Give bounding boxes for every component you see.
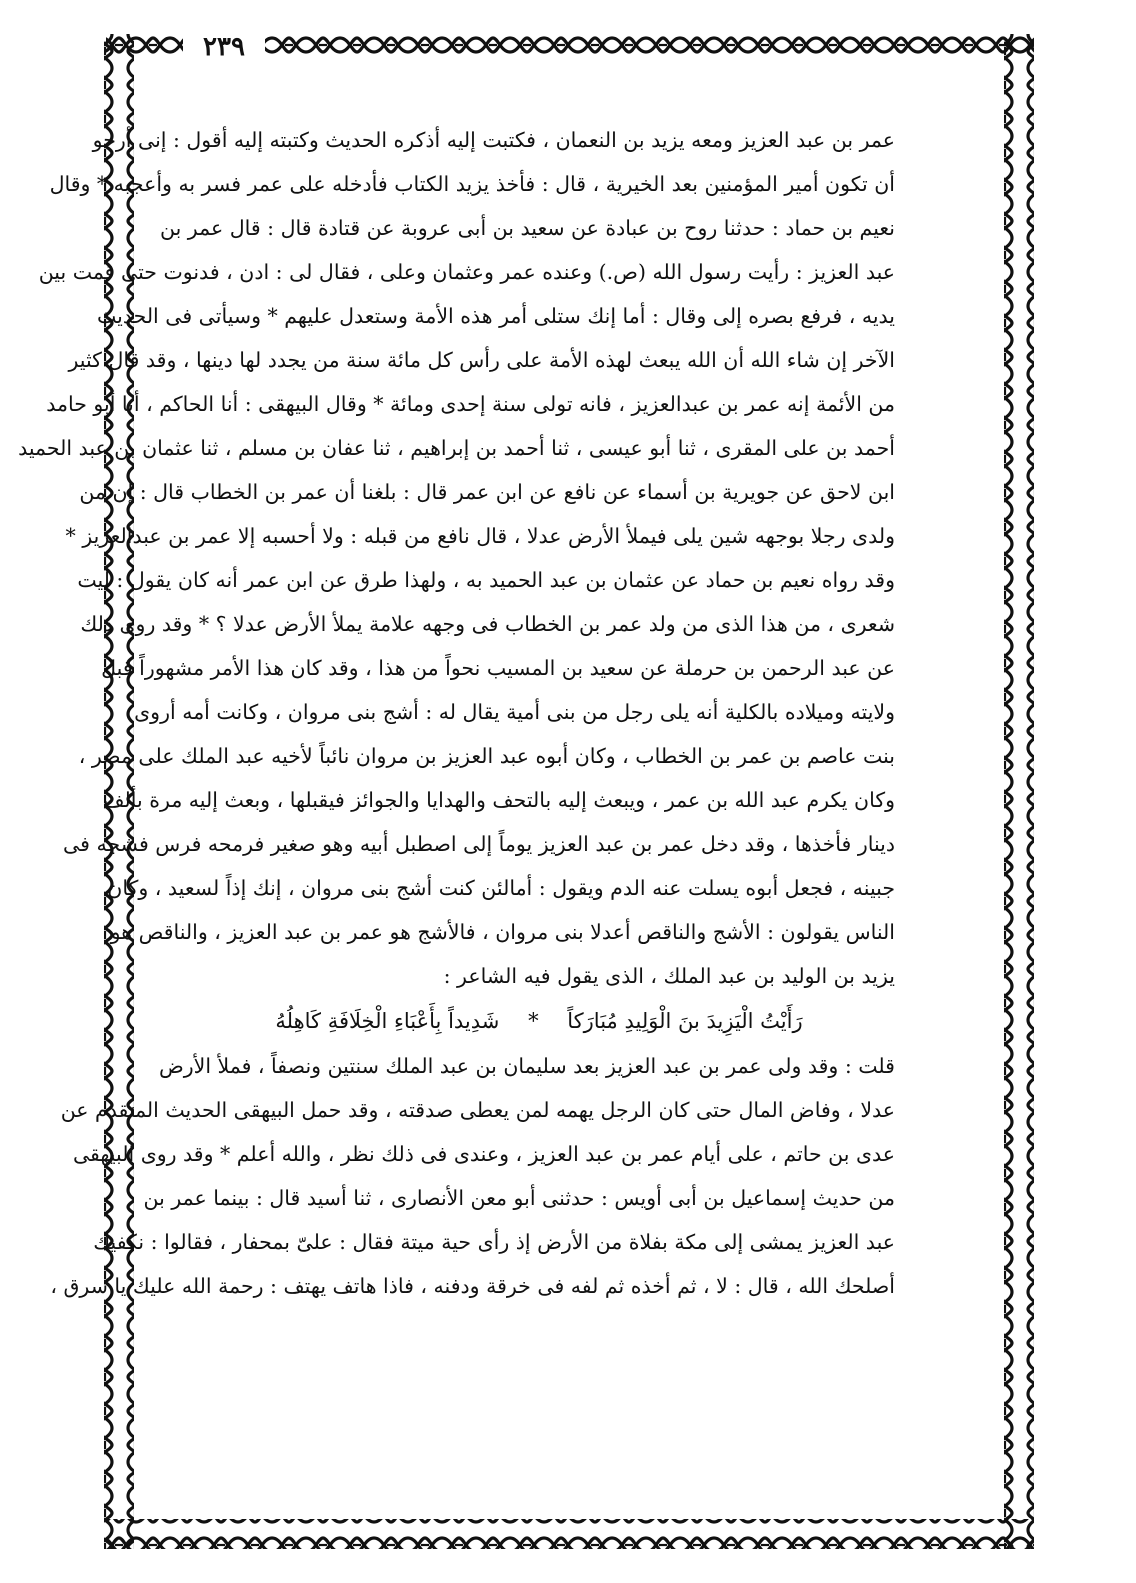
- text-line: من حديث إسماعيل بن أبى أويس : حدثنى أبو معن الأنصارى ، ثنا أسيد قال : بينما عمر بن: [143, 1186, 895, 1210]
- text-line: بنت عاصم بن عمر بن الخطاب ، وكان أبوه عبد العزيز بن مروان نائباً لأخيه عبد الملك على مصر ،: [78, 744, 895, 768]
- text-line: نعيم بن حماد : حدثنا روح بن عبادة عن سعيد بن أبى عروبة عن قتادة قال : قال عمر بن: [159, 216, 895, 240]
- text-line: عمر بن عبد العزيز ومعه يزيد بن النعمان ، فكتبت إليه أذكره الحديث وكتبته إليه أقول : إنى أرجو: [92, 128, 895, 152]
- text-line: أصلحك الله ، قال : لا ، ثم أخذه ثم لفه فى خرقة ودفنه ، فاذا هاتف يهتف : رحمة الله عليك يا سرق ،: [50, 1274, 895, 1298]
- text-line: من الأئمة إنه عمر بن عبدالعزيز ، فانه تولى سنة إحدى ومائة * وقال البيهقى : أنا الحاكم ، أنا أبو حامد: [46, 392, 895, 416]
- verse-separator: *: [528, 1009, 539, 1033]
- verse-second-hemistich: شَدِيداً بِأَعْبَاءِ الْخِلَافَةِ كَاهِلُهُ: [275, 1009, 500, 1033]
- text-line: عبد العزيز : رأيت رسول الله (ص.) وعنده عمر وعثمان وعلى ، فقال لى : ادن ، فدنوت حتى قمت بين: [38, 260, 895, 284]
- text-line: ابن لاحق عن جويرية بن أسماء عن نافع عن ابن عمر قال : بلغنا أن عمر بن الخطاب قال : إن من: [79, 480, 895, 504]
- text-line: أحمد بن على المقرى ، ثنا أبو عيسى ، ثنا أحمد بن إبراهيم ، ثنا عفان بن مسلم ، ثنا عثمان بن عبد الحميد: [18, 436, 895, 460]
- text-line: وقد رواه نعيم بن حماد عن عثمان بن عبد الحميد به ، ولهذا طرق عن ابن عمر أنه كان يقول : ليت: [77, 568, 895, 592]
- text-line: قلت : وقد ولى عمر بن عبد العزيز بعد سليمان بن عبد الملك سنتين ونصفاً ، فملأ الأرض: [158, 1054, 895, 1078]
- text-line: يديه ، فرفع بصره إلى وقال : أما إنك ستلى أمر هذه الأمة وستعدل عليهم * وسيأتى فى الحديث: [96, 304, 895, 328]
- text-line: ولايته وميلاده بالكلية أنه يلى رجل من بنى أمية يقال له : أشج بنى مروان ، وكانت أمه أروى: [134, 700, 895, 724]
- text-line: جبينه ، فجعل أبوه يسلت عنه الدم ويقول : أمالئن كنت أشج بنى مروان ، إنك إذاً لسعيد ، وكان: [107, 876, 895, 900]
- text-line: عدى بن حاتم ، على أيام عمر بن عبد العزيز ، وعندى فى ذلك نظر ، والله أعلم * وقد روى البيهقى: [72, 1142, 895, 1166]
- text-line: يزيد بن الوليد بن عبد الملك ، الذى يقول فيه الشاعر :: [443, 964, 895, 988]
- text-line: الآخر إن شاء الله أن الله يبعث لهذه الأمة على رأس كل مائة سنة من يجدد لها دينها ، وقد قال كثير: [68, 348, 895, 372]
- page-number: ٢٣٩: [183, 30, 265, 64]
- text-line: الناس يقولون : الأشج والناقص أعدلا بنى مروان ، فالأشج هو عمر بن عبد العزيز ، والناقص هو: [110, 920, 895, 944]
- text-line: دينار فأخذها ، وقد دخل عمر بن عبد العزيز يوماً إلى اصطبل أبيه وهو صغير فرمحه فرس فشجه فى: [63, 832, 895, 856]
- text-line: وكان يكرم عبد الله بن عمر ، ويبعث إليه بالتحف والهدايا والجوائز فيقبلها ، وبعث إليه مرة بألف: [103, 788, 895, 812]
- text-line: شعرى ، من هذا الذى من ولد عمر بن الخطاب فى وجهه علامة يملأ الأرض عدلا ؟ * وقد روى ذلك: [80, 612, 895, 636]
- verse-first-hemistich: رَأَيْتُ الْيَزِيدَ بنَ الْوَلِيدِ مُبَارَكاً: [567, 1009, 803, 1033]
- text-line: عبد العزيز يمشى إلى مكة بفلاة من الأرض إذ رأى حية ميتة فقال : علىّ بمحفار ، فقالوا : نكفيك: [93, 1230, 895, 1254]
- text-line: عدلا ، وفاض المال حتى كان الرجل يهمه لمن يعطى صدقته ، وقد حمل البيهقى الحديث المتقدم عن: [60, 1098, 895, 1122]
- text-line: عن عبد الرحمن بن حرملة عن سعيد بن المسيب نحواً من هذا ، وقد كان هذا الأمر مشهوراً قبل: [101, 656, 895, 680]
- poetry-verse: [183, 998, 895, 1044]
- text-line: ولدى رجلا بوجهه شين يلى فيملأ الأرض عدلا ، قال نافع من قبله : ولا أحسبه إلا عمر بن عبدالعزيز *: [65, 524, 895, 548]
- main-text: [18, 118, 895, 1488]
- text-line: أن تكون أمير المؤمنين بعد الخيرية ، قال : فأخذ يزيد الكتاب فأدخله على عمر فسر به وأعجبه * وقال: [49, 172, 895, 196]
